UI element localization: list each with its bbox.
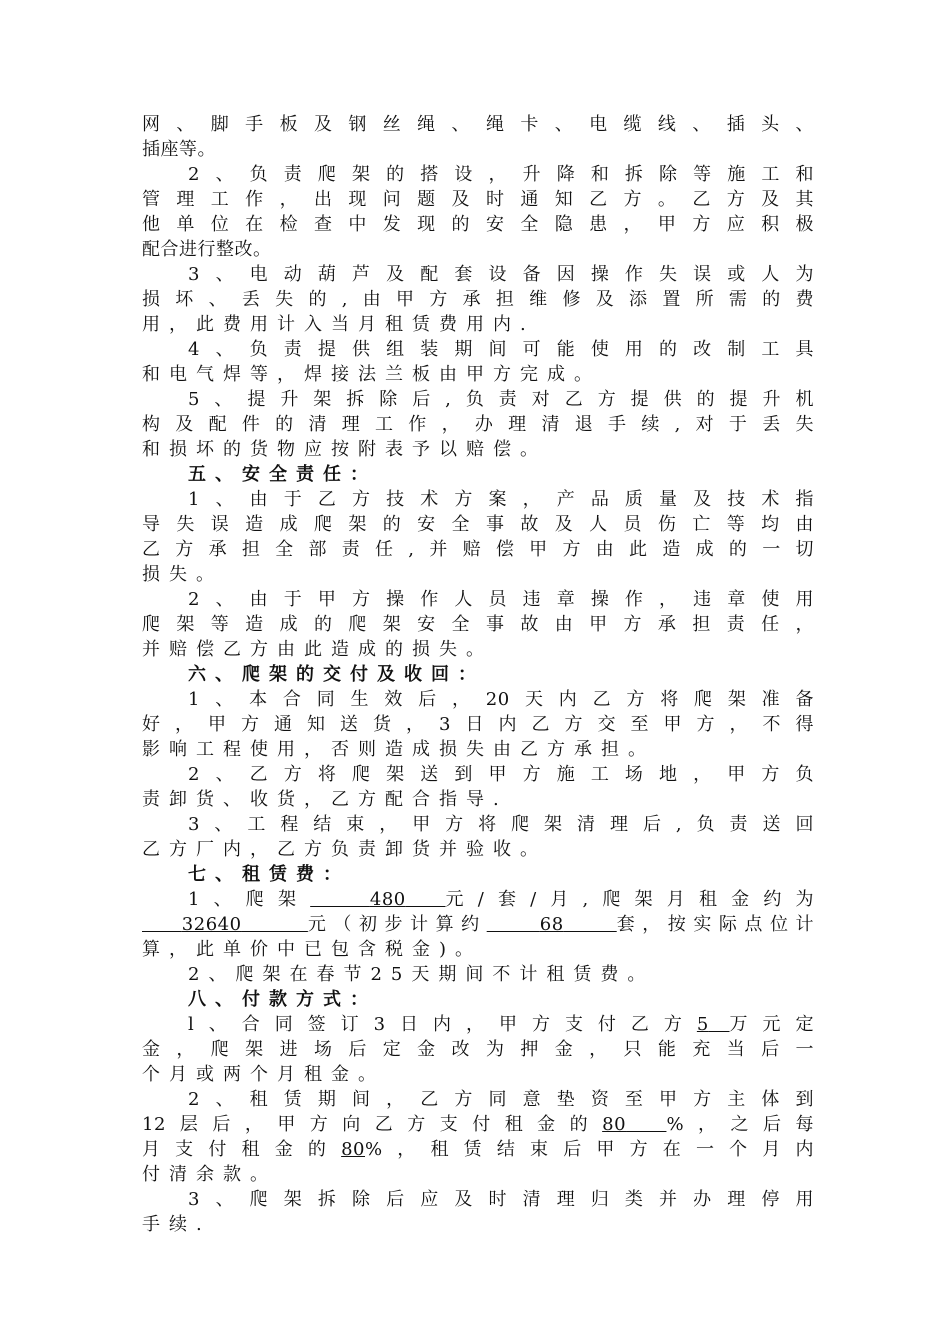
rent-text: 元（初步计算约 <box>307 914 487 935</box>
text-line: 乙方承担全部责任,并赔偿甲方由此造成的一切 <box>142 539 814 560</box>
text-line: 个月或两个月租金。 <box>142 1064 385 1085</box>
rent-line-2 <box>142 913 814 937</box>
percentage-value: 80 <box>341 1139 366 1160</box>
payment-text: %，之后每 <box>666 1114 814 1135</box>
text-line: 他单位在检查中发现的安全隐患，甲方应积极 <box>142 214 814 235</box>
text-line: 和损坏的货物应按附表予以赔偿。 <box>142 439 547 460</box>
rent-sets-value: 68 <box>539 914 564 935</box>
payment-text: l、合同签订3日内，甲方支付乙方 <box>188 1014 697 1035</box>
text-line: 影响工程使用，否则造成损失由乙方承担。 <box>142 739 655 760</box>
text-line: 配合进行整改。 <box>142 239 272 260</box>
text-line: 和电气焊等，焊接法兰板由甲方完成。 <box>142 364 601 385</box>
text-line: 用，此费用计入当月租赁费用内. <box>142 314 535 335</box>
text-line: 2、负责爬架的搭设，升降和拆除等施工和 <box>188 164 814 185</box>
payment-line-6 <box>142 1138 814 1162</box>
text-line: 构及配件的清理工作，办理清退手续,对于丢失 <box>142 414 814 435</box>
section-heading: 七、租赁费： <box>188 864 350 885</box>
text-line: 3、工程结束，甲方将爬架清理后,负责送回 <box>188 814 814 835</box>
rent-price-value: 480 <box>369 889 406 910</box>
rent-text: 元/套/月,爬架月租金约为 <box>445 889 814 910</box>
text-line: 付清余款。 <box>142 1164 277 1185</box>
text-line: 插座等。 <box>142 139 216 160</box>
text-line: 损失。 <box>142 564 223 585</box>
text-line: 乙方厂内，乙方负责卸货并验收。 <box>142 839 547 860</box>
text-line: 3、电动葫芦及配套设备因操作失误或人为 <box>188 264 814 285</box>
text-line: 导失误造成爬架的安全事故及人员伤亡等均由 <box>142 514 814 535</box>
text-line: 1、本合同生效后，20天内乙方将爬架准备 <box>188 689 814 710</box>
text-line: 并赔偿乙方由此造成的损失。 <box>142 639 493 660</box>
payment-line-5 <box>142 1113 814 1137</box>
deposit-value: 5 <box>696 1014 709 1035</box>
text-line: 2、由于甲方操作人员违章操作，违章使用 <box>188 589 814 610</box>
text-line: 5、提升架拆除后,负责对乙方提供的提升机 <box>188 389 814 410</box>
section-heading: 五、安全责任： <box>188 464 377 485</box>
text-line: 2、爬架在春节25天期间不计租赁费。 <box>188 964 655 985</box>
payment-text: %，租赁结束后甲方在一个月内 <box>365 1139 815 1160</box>
text-line: 好，甲方通知送货，3日内乙方交至甲方，不得 <box>142 714 814 735</box>
text-line: 1、由于乙方技术方案，产品质量及技术指 <box>188 489 814 510</box>
section-heading: 八、付款方式： <box>188 989 377 1010</box>
percentage-value: 80 <box>602 1114 627 1135</box>
text-line: 金，爬架进场后定金改为押金，只能充当后一 <box>142 1039 814 1060</box>
payment-line-1 <box>188 1013 814 1037</box>
text-line: 4、负责提供组装期间可能使用的改制工具 <box>188 339 814 360</box>
text-line: 爬架等造成的爬架安全事故由甲方承担责任， <box>142 614 814 635</box>
text-line: 责卸货、收货，乙方配合指导. <box>142 789 508 810</box>
payment-text: 12层后，甲方向乙方支付租金的 <box>142 1114 603 1135</box>
payment-text: 万元定 <box>729 1014 814 1035</box>
rent-text: 1、爬架 <box>188 889 311 910</box>
text-line: 管理工作，出现问题及时通知乙方。乙方及其 <box>142 189 814 210</box>
payment-text: 月支付租金的 <box>142 1139 342 1160</box>
section-heading: 六、爬架的交付及收回： <box>188 664 485 685</box>
text-line: 手续. <box>142 1214 211 1235</box>
rent-text: 套，按实际点位计 <box>616 914 815 935</box>
text-line: 3、爬架拆除后应及时清理归类并办理停用 <box>188 1189 814 1210</box>
text-line: 2、租赁期间，乙方同意垫资至甲方主体到 <box>188 1089 814 1110</box>
rent-monthly-value: 32640 <box>181 914 242 935</box>
text-line: 损坏、丢失的,由甲方承担维修及添置所需的费 <box>142 289 814 310</box>
text-line: 2、乙方将爬架送到甲方施工场地，甲方负 <box>188 764 814 785</box>
text-line: 网、脚手板及钢丝绳、绳卡、电缆线、插头、 <box>142 114 814 135</box>
text-line: 算，此单价中已包含税金)。 <box>142 939 483 960</box>
rent-line-1 <box>188 888 814 912</box>
